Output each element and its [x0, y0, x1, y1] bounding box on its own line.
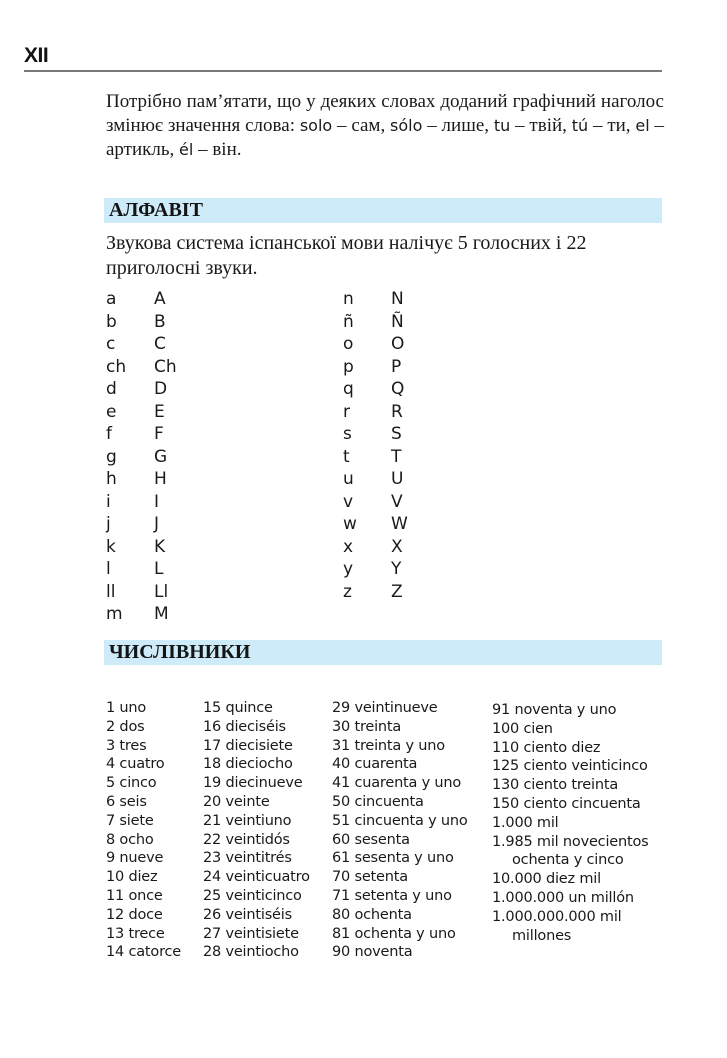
alphabet-row — [343, 446, 408, 469]
letter-lowercase: n — [343, 289, 354, 309]
letter-uppercase: R — [391, 401, 403, 422]
letter-uppercase: E — [154, 401, 165, 422]
letter-lowercase: s — [343, 424, 352, 444]
letter-lowercase: p — [343, 356, 354, 377]
letter-lowercase: u — [343, 469, 354, 489]
alphabet-row — [343, 401, 408, 424]
letter-lowercase: e — [106, 401, 117, 422]
numeral-item: 26 veintiséis — [203, 906, 292, 923]
letter-lowercase: z — [343, 581, 352, 602]
intro-text: Потрібно пам’ятати, що у деяких словах доданий графічний наголос змінює значення слова: — [106, 91, 664, 136]
numeral-item: 50 cincuenta — [332, 793, 424, 810]
numeral-item: 25 veinticinco — [203, 887, 302, 904]
page-number: XII — [24, 44, 49, 67]
alphabet-description: Звукова система іспанської мови налічує 5 голосних і 22 приголосні звуки. — [106, 232, 587, 279]
alphabet-column-left — [106, 288, 177, 626]
spanish-word: tu — [493, 116, 511, 135]
letter-uppercase: M — [154, 604, 169, 624]
alphabet-row — [106, 356, 177, 379]
word-meaning: – він. — [193, 139, 242, 160]
numeral-item: 150 ciento cincuenta — [492, 795, 641, 812]
numeral-item: 31 treinta y uno — [332, 737, 445, 754]
numeral-item: 81 ochenta y uno — [332, 925, 456, 942]
alphabet-row — [343, 356, 408, 379]
numeral-item: 91 noventa y uno — [492, 702, 617, 718]
letter-uppercase: Q — [391, 379, 405, 399]
numeral-item: 80 ochenta — [332, 906, 412, 923]
numeral-item: 71 setenta y uno — [332, 887, 452, 904]
letter-lowercase: w — [343, 514, 357, 534]
numeral-item: 8 ocho — [106, 831, 154, 848]
numeral-item: 1 uno — [106, 700, 147, 716]
letter-lowercase: v — [343, 491, 354, 512]
letter-uppercase: I — [154, 491, 160, 512]
numeral-item: 51 cincuenta y uno — [332, 812, 468, 829]
alphabet-row — [343, 311, 408, 334]
alphabet-row — [106, 468, 177, 491]
letter-uppercase: F — [154, 424, 164, 444]
word-meaning: – сам, — [332, 115, 391, 136]
letter-uppercase: S — [391, 424, 402, 444]
alphabet-row — [343, 581, 408, 604]
letter-lowercase: h — [106, 469, 117, 489]
numeral-item: 11 once — [106, 887, 163, 904]
spanish-word: sólo — [390, 116, 423, 135]
alphabet-row — [106, 401, 177, 424]
letter-uppercase: A — [154, 289, 166, 309]
spanish-word: tú — [571, 116, 589, 135]
letter-lowercase: o — [343, 334, 354, 354]
numeral-item: 29 veintinueve — [332, 700, 438, 716]
numeral-item: 18 dieciocho — [203, 756, 293, 773]
alphabet-row — [343, 513, 408, 536]
alphabet-row — [106, 491, 177, 514]
letter-lowercase: c — [106, 334, 116, 354]
numeral-item: 7 siete — [106, 812, 154, 829]
alphabet-row — [106, 288, 177, 311]
numeral-item: 41 cuarenta y uno — [332, 775, 462, 792]
numeral-item: 3 tres — [106, 737, 147, 754]
numeral-item: 4 cuatro — [106, 756, 165, 773]
numeral-item: 12 doce — [106, 906, 163, 923]
letter-lowercase: a — [106, 289, 117, 309]
numeral-item: 125 ciento veinticinco — [492, 758, 648, 775]
alphabet-row — [106, 333, 177, 356]
numeral-item: 2 dos — [106, 718, 145, 735]
letter-uppercase: W — [391, 514, 408, 534]
numeral-item-continuation: millones — [512, 927, 572, 944]
numeral-item: 1.000.000 un millón — [492, 889, 634, 906]
letter-uppercase: X — [391, 536, 403, 557]
letter-uppercase: Ch — [154, 356, 177, 377]
letter-lowercase: y — [343, 559, 354, 579]
letter-lowercase: i — [106, 491, 111, 512]
letter-lowercase: x — [343, 536, 354, 557]
alphabet-row — [106, 311, 177, 334]
intro-paragraph — [106, 90, 664, 162]
numeral-item: 10.000 diez mil — [492, 871, 601, 888]
numeral-item: 19 diecinueve — [203, 775, 303, 792]
numeral-item: 61 sesenta y uno — [332, 850, 454, 867]
numeral-item: 14 catorce — [106, 944, 182, 961]
letter-uppercase: O — [391, 334, 405, 354]
alphabet-row — [343, 423, 408, 446]
numeral-item: 9 nueve — [106, 850, 164, 867]
numeral-item: 16 dieciséis — [203, 718, 286, 735]
letter-lowercase: ñ — [343, 311, 354, 332]
numeral-item: 1.000 mil — [492, 814, 559, 831]
letter-lowercase: ll — [106, 581, 116, 602]
alphabet-row — [343, 536, 408, 559]
alphabet-row — [106, 558, 177, 581]
alphabet-row — [106, 378, 177, 401]
spanish-word: el — [635, 116, 650, 135]
alphabet-column-right — [343, 288, 408, 603]
alphabet-row — [106, 513, 177, 536]
numerals-column-1 — [106, 699, 181, 962]
header-rule — [24, 70, 662, 72]
alphabet-row — [343, 288, 408, 311]
letter-uppercase: K — [154, 536, 166, 557]
numeral-item: 6 seis — [106, 793, 147, 810]
letter-uppercase: B — [154, 311, 166, 332]
letter-lowercase: q — [343, 379, 354, 399]
word-meaning: – артикль, — [106, 115, 665, 160]
letter-lowercase: d — [106, 379, 117, 399]
letter-lowercase: g — [106, 446, 117, 467]
numeral-item: 15 quince — [203, 700, 273, 716]
numerals-column-4 — [492, 701, 649, 945]
alphabet-row — [106, 603, 177, 626]
letter-uppercase: V — [391, 491, 403, 512]
spanish-word: él — [179, 140, 194, 159]
alphabet-heading-band — [104, 198, 662, 223]
alphabet-row — [343, 558, 408, 581]
letter-uppercase: Z — [391, 581, 403, 602]
alphabet-heading: АЛФАВІТ — [109, 199, 203, 221]
numeral-item: 60 sesenta — [332, 831, 410, 848]
letter-uppercase: G — [154, 446, 168, 467]
numeral-item: 100 cien — [492, 720, 553, 737]
numeral-item: 5 cinco — [106, 775, 157, 792]
numeral-item: 28 veintiocho — [203, 944, 299, 961]
letter-lowercase: m — [106, 604, 123, 624]
letter-lowercase: t — [343, 446, 350, 467]
alphabet-row — [343, 378, 408, 401]
numeral-item: 110 ciento diez — [492, 739, 601, 756]
letter-lowercase: l — [106, 559, 111, 579]
numerals-heading: ЧИСЛІВНИКИ — [109, 641, 251, 663]
letter-uppercase: H — [154, 469, 167, 489]
numeral-item: 13 trece — [106, 925, 165, 942]
numeral-item: 23 veintitrés — [203, 850, 292, 867]
alphabet-row — [343, 468, 408, 491]
letter-uppercase: U — [391, 469, 404, 489]
numeral-item: 70 setenta — [332, 869, 408, 886]
letter-uppercase: Ll — [154, 581, 169, 602]
numeral-item: 1.000.000.000 mil — [492, 908, 622, 925]
numeral-item: 90 noventa — [332, 944, 413, 961]
numeral-item: 40 cuarenta — [332, 756, 418, 773]
letter-lowercase: ch — [106, 356, 127, 377]
letter-uppercase: L — [154, 559, 164, 579]
numeral-item: 27 veintisiete — [203, 925, 299, 942]
numeral-item: 130 ciento treinta — [492, 777, 619, 794]
alphabet-row — [106, 423, 177, 446]
alphabet-row — [343, 333, 408, 356]
alphabet-row — [106, 536, 177, 559]
numeral-item: 17 diecisiete — [203, 737, 293, 754]
word-meaning: – ти, — [588, 115, 636, 136]
letter-lowercase: j — [106, 514, 111, 534]
letter-uppercase: N — [391, 289, 404, 309]
letter-uppercase: J — [154, 514, 160, 534]
numeral-item: 10 diez — [106, 869, 158, 886]
letter-uppercase: C — [154, 334, 166, 354]
letter-uppercase: P — [391, 356, 402, 377]
alphabet-row — [106, 581, 177, 604]
letter-uppercase: D — [154, 379, 168, 399]
letter-lowercase: r — [343, 401, 350, 422]
numeral-item: 20 veinte — [203, 793, 270, 810]
letter-uppercase: Y — [391, 559, 402, 579]
numeral-item: 24 veinticuatro — [203, 869, 310, 886]
alphabet-row — [106, 446, 177, 469]
alphabet-row — [343, 491, 408, 514]
numeral-item: 1.985 mil novecientos — [492, 833, 649, 850]
letter-lowercase: f — [106, 424, 112, 444]
numerals-column-3 — [332, 699, 468, 962]
letter-lowercase: k — [106, 536, 116, 557]
spanish-word: solo — [299, 116, 333, 135]
word-meaning: – твій, — [510, 115, 572, 136]
numerals-heading-band — [104, 640, 662, 665]
numeral-item: 30 treinta — [332, 718, 402, 735]
numeral-item: 22 veintidós — [203, 831, 290, 848]
letter-uppercase: T — [391, 446, 402, 467]
numeral-item-continuation: ochenta y cinco — [512, 852, 624, 869]
word-meaning: – лише, — [422, 115, 494, 136]
numerals-column-2 — [203, 699, 310, 962]
letter-uppercase: Ñ — [391, 311, 404, 332]
numeral-item: 21 veintiuno — [203, 812, 292, 829]
letter-lowercase: b — [106, 311, 117, 332]
